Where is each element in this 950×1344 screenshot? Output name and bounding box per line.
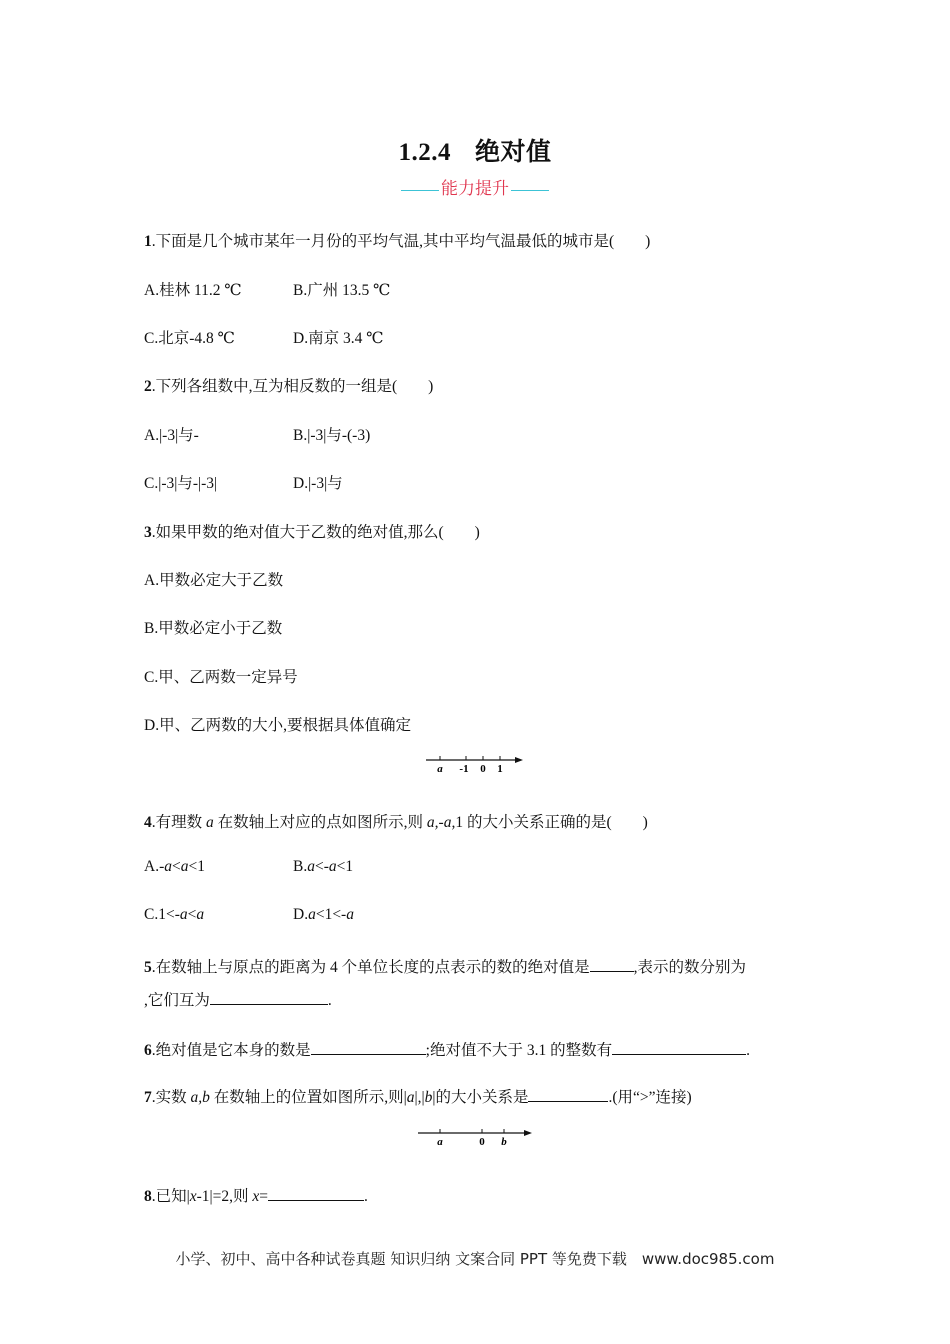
q7-vars: a,b	[190, 1089, 210, 1106]
q8-text-1: .已知|	[151, 1188, 190, 1205]
question-2-text: .下列各组数中,互为相反数的一组是( )	[151, 378, 434, 395]
axis-label-0: 0	[479, 1136, 485, 1148]
q8-text-2: -1|=2,则	[196, 1188, 253, 1205]
q7-var-b: b	[424, 1089, 433, 1106]
q4-option-a: A.-a<a<1	[144, 858, 205, 875]
question-5-line-1	[144, 955, 746, 977]
question-7-number: 7	[144, 1089, 152, 1106]
question-4-number: 4	[144, 814, 152, 831]
answer-blank-8[interactable]	[268, 1186, 364, 1201]
q7-text-4: |的大小关系是	[432, 1089, 529, 1106]
question-3-number: 3	[144, 524, 152, 541]
q2-option-d: D.|-3|与	[293, 475, 343, 492]
question-4-options-row-2	[144, 906, 354, 924]
answer-blank-5a[interactable]	[590, 957, 634, 972]
q7-text-1: .实数	[151, 1089, 191, 1106]
axis-label-0: 0	[480, 763, 486, 775]
q2-option-b: B.|-3|与-(-3)	[293, 427, 371, 444]
axis-arrow-icon	[524, 1130, 532, 1136]
question-5-line-2	[144, 988, 332, 1010]
subtitle-right-rule	[511, 190, 549, 191]
question-4-stem	[144, 810, 648, 832]
question-1-stem	[144, 229, 650, 251]
axis-label-a: a	[437, 1136, 443, 1148]
q6-text-1: .绝对值是它本身的数是	[151, 1042, 311, 1059]
page-title	[0, 132, 950, 168]
q5-text-4: .	[327, 992, 332, 1009]
answer-blank-7[interactable]	[528, 1087, 608, 1102]
answer-blank-6a[interactable]	[311, 1040, 426, 1055]
q8-var-x: x	[189, 1188, 197, 1205]
q5-text-1: .在数轴上与原点的距离为 4 个单位长度的点表示的数的绝对值是	[151, 959, 590, 976]
q7-text-2: 在数轴上的位置如图所示,则|	[209, 1089, 407, 1106]
question-2-options-row-2	[144, 471, 343, 493]
q7-text-3: |,|	[414, 1089, 425, 1106]
q4-text-2: 在数轴上对应的点如图所示,则	[213, 814, 427, 831]
subtitle-left-rule	[401, 190, 439, 191]
q8-var-x-2: x	[252, 1188, 260, 1205]
q6-text-3: .	[746, 1042, 750, 1059]
q3-option-a: A.甲数必定大于乙数	[144, 572, 284, 589]
q4-option-d: D.a<1<-a	[293, 906, 354, 923]
axis-label-a: a	[437, 763, 443, 775]
question-1-number: 1	[144, 233, 152, 250]
question-2-number: 2	[144, 378, 152, 395]
number-line-figure-2	[414, 1126, 538, 1148]
q5-text-3: ,它们互为	[144, 992, 210, 1009]
question-3-stem	[144, 520, 480, 542]
section-title: 绝对值	[474, 139, 552, 166]
question-8-stem	[144, 1184, 368, 1206]
q7-text-5: .(用“>”连接)	[608, 1089, 692, 1106]
q3-option-d: D.甲、乙两数的大小,要根据具体值确定	[144, 717, 411, 734]
number-line-figure-1	[420, 754, 530, 776]
question-6-number: 6	[144, 1042, 152, 1059]
question-2-stem	[144, 374, 433, 396]
q4-vars: a,-a,	[426, 814, 456, 831]
q2-option-c: C.|-3|与-|-3|	[144, 475, 218, 492]
question-1-text: .下面是几个城市某年一月份的平均气温,其中平均气温最低的城市是( )	[151, 233, 651, 250]
question-6-stem	[144, 1038, 750, 1060]
axis-label-neg-1: -1	[459, 763, 469, 775]
q7-var-a: a	[406, 1089, 415, 1106]
q2-option-a: A.|-3|与-	[144, 427, 199, 444]
axis-arrow-icon	[515, 757, 523, 763]
q4-var-a: a	[206, 814, 214, 831]
q4-option-c: C.1<-a<a	[144, 906, 205, 923]
q1-option-b: B.广州 13.5 ℃	[293, 282, 391, 299]
axis-label-1: 1	[497, 763, 503, 775]
q5-text-2: ,表示的数分别为	[633, 959, 747, 976]
question-7-stem	[144, 1085, 692, 1107]
q1-option-d: D.南京 3.4 ℃	[293, 330, 384, 347]
question-1-options-row-1	[144, 278, 391, 300]
answer-blank-5b[interactable]	[210, 990, 328, 1005]
q1-option-c: C.北京-4.8 ℃	[144, 330, 235, 347]
q4-option-b: B.a<-a<1	[293, 858, 354, 875]
question-5-number: 5	[144, 959, 152, 976]
question-3-text: .如果甲数的绝对值大于乙数的绝对值,那么( )	[151, 524, 480, 541]
section-number: 1.2.4	[398, 139, 451, 166]
question-1-options-row-2	[144, 326, 384, 348]
q8-text-4: .	[364, 1188, 368, 1205]
question-8-number: 8	[144, 1188, 152, 1205]
page-footer: 小学、初中、高中各种试卷真题 知识归纳 文案合同 PPT 等免费下载 www.doc985.com	[175, 1250, 775, 1268]
q8-text-3: =	[259, 1188, 269, 1205]
question-4-options-row-1	[144, 858, 354, 876]
q6-text-2: ;绝对值不大于 3.1 的整数有	[425, 1042, 613, 1059]
answer-blank-6b[interactable]	[612, 1040, 746, 1055]
q3-option-c: C.甲、乙两数一定异号	[144, 669, 298, 686]
axis-label-b: b	[501, 1136, 507, 1148]
question-2-options-row-1	[144, 423, 371, 445]
q3-option-b: B.甲数必定小于乙数	[144, 620, 283, 637]
q4-text-1: .有理数	[151, 814, 207, 831]
q1-option-a: A.桂林 11.2 ℃	[144, 282, 242, 299]
q4-text-3: 1 的大小关系正确的是( )	[455, 814, 648, 831]
subtitle-text: 能力提升	[441, 179, 509, 198]
section-subtitle	[0, 174, 950, 199]
